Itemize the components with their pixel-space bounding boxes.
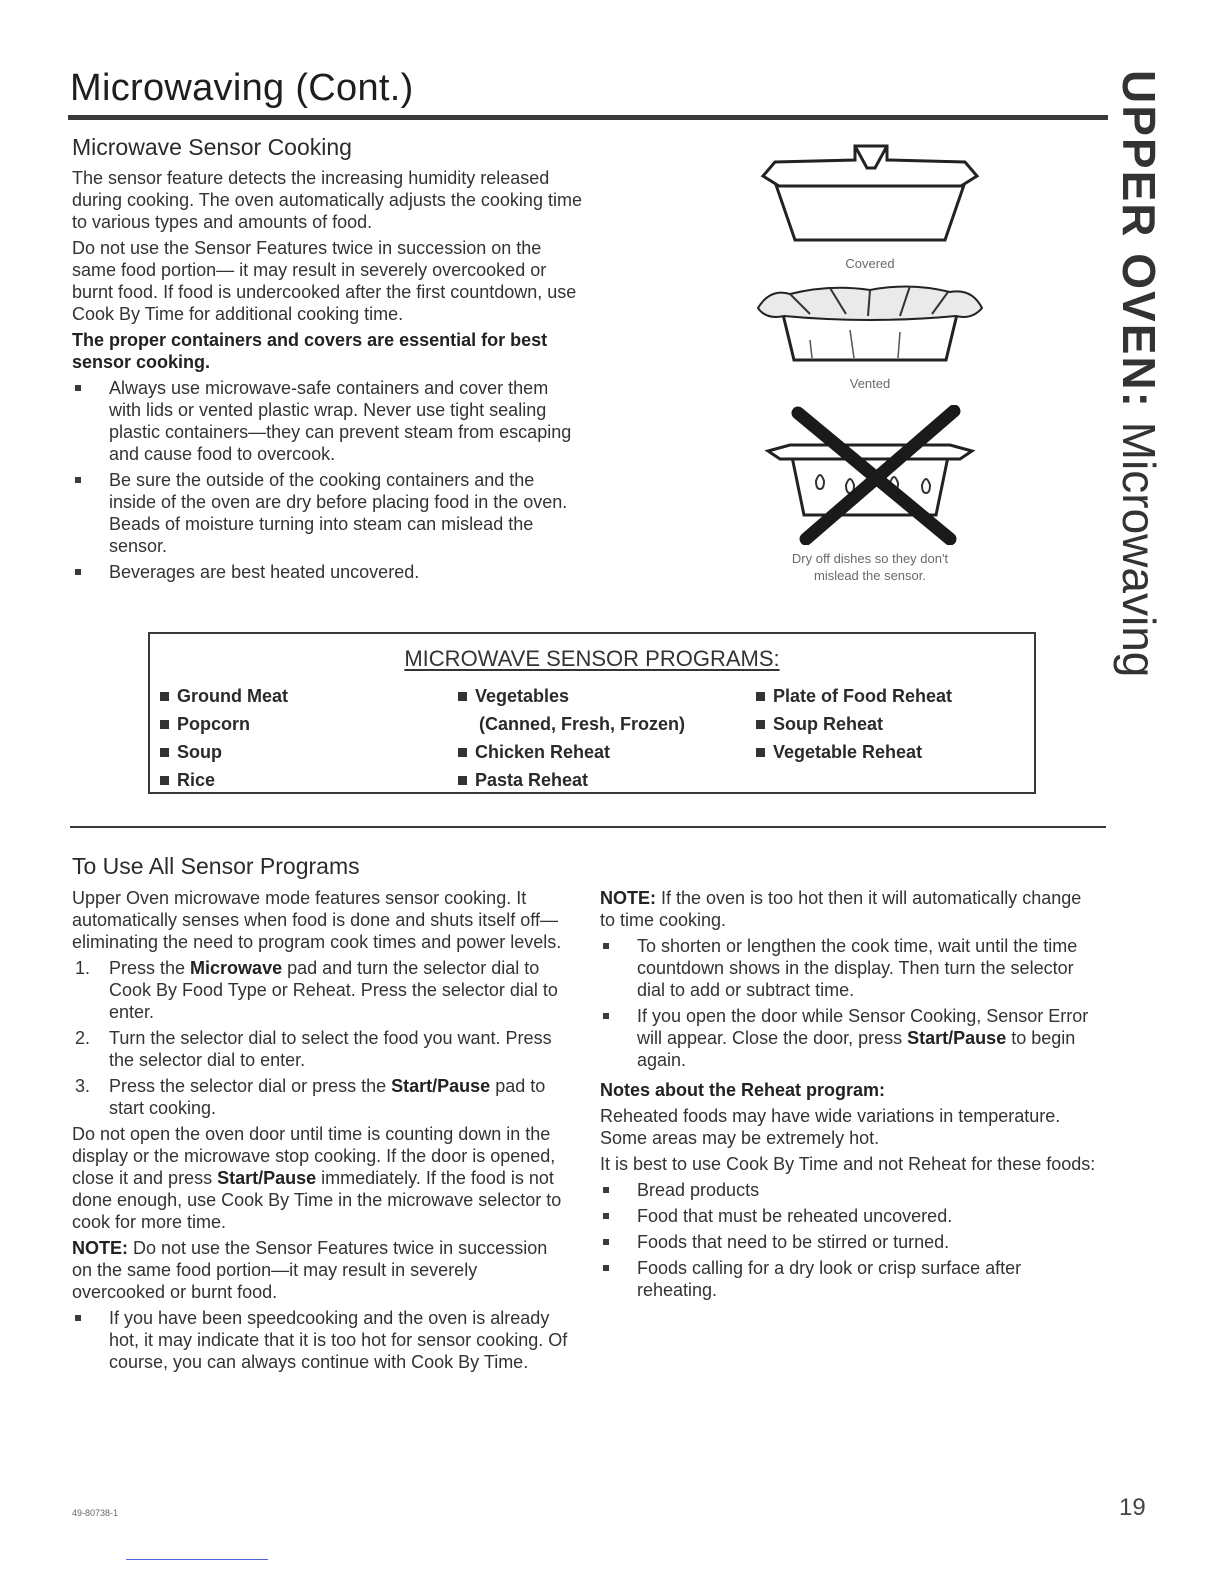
reheat-para-1: Reheated foods may have wide variations in temperature. Some areas may be extremely hot. <box>600 1106 1061 1148</box>
use-all-bullet-list <box>72 1307 572 1373</box>
vented-dish-illustration <box>750 280 990 370</box>
reheat-bullet-list <box>600 1179 1100 1301</box>
side-tab-light: Microwaving <box>1113 421 1165 678</box>
reheat-para-2: It is best to use Cook By Time and not Reheat for these foods: <box>600 1154 1096 1174</box>
page-number: 19 <box>1119 1494 1146 1521</box>
bullet-square-icon <box>458 776 467 785</box>
dry-caption-line-1: Dry off dishes so they don't <box>791 551 949 566</box>
side-tab-text <box>1114 70 1164 677</box>
list-item: Soup <box>160 738 288 766</box>
bullet-square-icon <box>160 692 169 701</box>
programs-column-2 <box>458 682 685 794</box>
sensor-bold-note: The proper containers and covers are essential for best sensor cooking. <box>72 330 548 372</box>
right-bullet-list <box>600 935 1100 1071</box>
vented-dish-figure <box>740 280 1000 392</box>
sensor-bullet-list <box>72 377 582 583</box>
covered-dish-figure <box>740 140 1000 272</box>
list-item-sub: (Canned, Fresh, Frozen) <box>479 714 686 734</box>
list-item: 3. Press the selector dial or press the Start/Pause pad to start cooking. <box>75 1076 546 1118</box>
footer-line <box>126 1559 268 1560</box>
title-rule <box>68 115 1108 120</box>
list-item: Pasta Reheat <box>458 766 685 794</box>
list-item: Foods calling for a dry look or crisp surface after reheating. <box>600 1257 1100 1301</box>
bullet-square-icon <box>160 776 169 785</box>
bullet-square-icon <box>458 748 467 757</box>
list-item: Always use microwave-safe containers and cover them with lids or vented plastic wrap. Never use tight sealing plastic containers—they can prevent steam from escaping and cause food to overcook. <box>72 377 582 465</box>
list-item: To shorten or lengthen the cook time, wait until the time countdown shows in the display. Then turn the selector dial to add or subtract time. <box>600 935 1100 1001</box>
list-item: Plate of Food Reheat <box>756 682 952 710</box>
list-item: If you have been speedcooking and the oven is already hot, it may indicate that it is too hot for sensor cooking. Of course, you can always continue with Cook By Time. <box>72 1307 572 1373</box>
auto-change-note: NOTE: If the oven is too hot then it will automatically change to time cooking. <box>600 888 1082 930</box>
programs-title: MICROWAVE SENSOR PROGRAMS: <box>404 646 780 671</box>
use-all-left-column <box>72 887 572 1377</box>
list-item: Soup Reheat <box>756 710 952 738</box>
sensor-para-1: The sensor feature detects the increasing humidity released during cooking. The oven automatically adjusts the cooking time to various types and amounts of food. <box>72 168 582 232</box>
list-item: Ground Meat <box>160 682 288 710</box>
programs-column-3 <box>756 682 952 766</box>
use-all-note: NOTE: Do not use the Sensor Features twice in succession on the same food portion—it may result in severely overcooked or burnt food. <box>72 1238 548 1302</box>
list-item: Rice <box>160 766 288 794</box>
bullet-square-icon <box>756 692 765 701</box>
section-heading-sensor-cooking: Microwave Sensor Cooking <box>72 134 352 160</box>
bullet-square-icon <box>160 720 169 729</box>
list-item: Be sure the outside of the cooking containers and the inside of the oven are dry before placing food in the oven. Beads of moisture turning into steam can mislead the sensor. <box>72 469 582 557</box>
list-item: Food that must be reheated uncovered. <box>600 1205 1100 1227</box>
wet-dish-illustration <box>750 405 990 545</box>
sensor-cooking-body <box>72 167 582 587</box>
side-tab <box>1090 70 1190 678</box>
page-title: Microwaving (Cont.) <box>70 67 414 109</box>
covered-caption: Covered <box>845 256 895 271</box>
list-item: Popcorn <box>160 710 288 738</box>
bullet-square-icon <box>756 748 765 757</box>
covered-dish-illustration <box>755 140 985 250</box>
vented-caption: Vented <box>849 376 891 391</box>
use-all-steps <box>72 957 572 1119</box>
section-divider <box>70 826 1106 828</box>
list-item: Chicken Reheat <box>458 738 685 766</box>
list-item: Bread products <box>600 1179 1100 1201</box>
section-heading-use-all: To Use All Sensor Programs <box>72 853 360 879</box>
door-warning: Do not open the oven door until time is counting down in the display or the microwave stop cooking. If the door is opened, close it and press Start/Pause immediately. If the food is not done enough, use Cook By Time in the microwave selector to cook for more time. <box>72 1124 562 1232</box>
use-all-right-column <box>600 887 1100 1305</box>
list-item: 2. Turn the selector dial to select the food you want. Press the selector dial to enter. <box>75 1028 552 1070</box>
list-item: If you open the door while Sensor Cooking, Sensor Error will appear. Close the door, press Start/Pause to begin again. <box>600 1005 1100 1071</box>
side-tab-strong: UPPER OVEN: <box>1113 70 1165 409</box>
use-all-intro: Upper Oven microwave mode features sensor cooking. It automatically senses when food is done and shuts itself off—eliminating the need to program cook times and power levels. <box>72 888 562 952</box>
bullet-square-icon <box>160 748 169 757</box>
dry-caption-line-2: mislead the sensor. <box>813 568 926 583</box>
list-item: Vegetable Reheat <box>756 738 952 766</box>
sensor-programs-box <box>148 632 1036 794</box>
bullet-square-icon <box>756 720 765 729</box>
list-item: Foods that need to be stirred or turned. <box>600 1231 1100 1253</box>
wet-dish-figure <box>740 405 1000 584</box>
list-item: 1. Press the Microwave pad and turn the selector dial to Cook By Food Type or Reheat. Press the selector dial to enter. <box>75 958 558 1022</box>
bullet-square-icon <box>458 692 467 701</box>
document-code: 49-80738-1 <box>72 1508 119 1518</box>
list-item: Beverages are best heated uncovered. <box>72 561 582 583</box>
reheat-heading: Notes about the Reheat program: <box>600 1080 886 1100</box>
sensor-para-2: Do not use the Sensor Features twice in succession on the same food portion— it may result in severely overcooked or burnt food. If food is undercooked after the first countdown, use Cook By Time for additional cooking time. <box>72 238 577 324</box>
programs-column-1 <box>160 682 288 794</box>
list-item: Vegetables <box>458 682 685 710</box>
